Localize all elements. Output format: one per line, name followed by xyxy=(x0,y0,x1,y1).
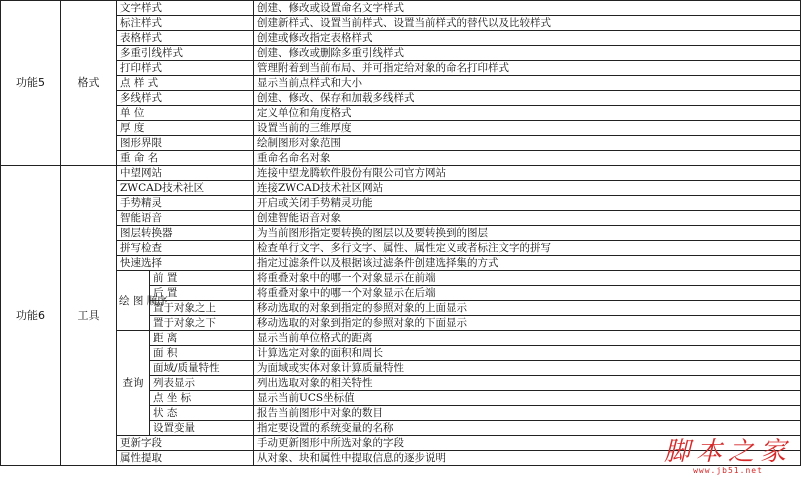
command-name: 表格样式 xyxy=(117,31,254,46)
command-name: 面 积 xyxy=(150,346,254,361)
table-row xyxy=(1,121,801,136)
command-name: 点 样 式 xyxy=(117,76,254,91)
command-name: 置于对象之下 xyxy=(150,316,254,331)
command-name: 打印样式 xyxy=(117,61,254,76)
command-name: 图层转换器 xyxy=(117,226,254,241)
command-name: 拼写检查 xyxy=(117,241,254,256)
command-name: 快速选择 xyxy=(117,256,254,271)
group-label-inquiry: 查询 xyxy=(117,331,150,436)
command-name: 智能语音 xyxy=(117,211,254,226)
command-description: 显示当前UCS坐标值 xyxy=(254,391,801,406)
command-description: 检查单行文字、多行文字、属性、属性定义或者标注文字的拼写 xyxy=(254,241,801,256)
table-row xyxy=(1,31,801,46)
command-description: 创建新样式、设置当前样式、设置当前样式的替代以及比较样式 xyxy=(254,16,801,31)
table-row xyxy=(1,256,801,271)
table-row xyxy=(1,76,801,91)
command-name: 多线样式 xyxy=(117,91,254,106)
command-description: 移动选取的对象到指定的参照对象的上面显示 xyxy=(254,301,801,316)
command-description: 将重叠对象中的哪一个对象显示在前端 xyxy=(254,271,801,286)
function-category: 工具 xyxy=(61,166,117,466)
table-row xyxy=(1,46,801,61)
table-row xyxy=(1,226,801,241)
command-name: 设置变量 xyxy=(150,421,254,436)
command-name: 状 态 xyxy=(150,406,254,421)
command-description: 将重叠对象中的哪一个对象显示在后端 xyxy=(254,286,801,301)
command-description: 开启或关闭手势精灵功能 xyxy=(254,196,801,211)
table-row xyxy=(1,211,801,226)
watermark-logo: 脚本之家 xyxy=(663,437,792,467)
command-description: 指定过滤条件以及根据该过滤条件创建选择集的方式 xyxy=(254,256,801,271)
table-row xyxy=(1,151,801,166)
table-row xyxy=(1,331,801,346)
table-row xyxy=(1,136,801,151)
command-description: 指定要设置的系统变量的名称 xyxy=(254,421,801,436)
command-name: 更新字段 xyxy=(117,436,254,451)
command-description: 从对象、块和属性中提取信息的逐步说明 xyxy=(254,451,801,466)
command-description: 创建、修改、保存和加载多线样式 xyxy=(254,91,801,106)
command-description: 报告当前图形中对象的数目 xyxy=(254,406,801,421)
command-name: 后 置 xyxy=(150,286,254,301)
command-name: 前 置 xyxy=(150,271,254,286)
table-row xyxy=(1,181,801,196)
command-description: 设置当前的三维厚度 xyxy=(254,121,801,136)
command-description: 定义单位和角度格式 xyxy=(254,106,801,121)
table-row xyxy=(1,16,801,31)
watermark-url: www.jb51.net xyxy=(693,466,763,475)
command-name: 手势精灵 xyxy=(117,196,254,211)
command-name: 置于对象之上 xyxy=(150,301,254,316)
command-description: 绘制图形对象范围 xyxy=(254,136,801,151)
command-description: 连接中望龙腾软件股份有限公司官方网站 xyxy=(254,166,801,181)
command-description: 创建、修改或设置命名文字样式 xyxy=(254,1,801,16)
command-name: 中望网站 xyxy=(117,166,254,181)
table-row xyxy=(1,241,801,256)
command-description: 移动选取的对象到指定的参照对象的下面显示 xyxy=(254,316,801,331)
table-row xyxy=(1,271,801,286)
table-row xyxy=(1,106,801,121)
command-name: ZWCAD技术社区 xyxy=(117,181,254,196)
command-description: 创建或修改指定表格样式 xyxy=(254,31,801,46)
command-description: 为当前图形指定要转换的图层以及要转换到的图层 xyxy=(254,226,801,241)
function-category: 格式 xyxy=(61,1,117,166)
command-name: 多重引线样式 xyxy=(117,46,254,61)
command-name: 面域/质量特性 xyxy=(150,361,254,376)
table-row xyxy=(1,91,801,106)
command-name: 文字样式 xyxy=(117,1,254,16)
table-row xyxy=(1,1,801,16)
function-number: 功能5 xyxy=(1,1,61,166)
command-name: 单 位 xyxy=(117,106,254,121)
command-description: 列出选取对象的相关特性 xyxy=(254,376,801,391)
command-name: 列表显示 xyxy=(150,376,254,391)
command-description: 重命名命名对象 xyxy=(254,151,801,166)
command-description: 计算选定对象的面积和周长 xyxy=(254,346,801,361)
command-name: 属性提取 xyxy=(117,451,254,466)
table-row xyxy=(1,166,801,181)
table-row xyxy=(1,436,801,451)
command-description: 显示当前点样式和大小 xyxy=(254,76,801,91)
function-table-body xyxy=(1,1,801,466)
command-description: 显示当前单位格式的距离 xyxy=(254,331,801,346)
command-name: 点 坐 标 xyxy=(150,391,254,406)
command-name: 厚 度 xyxy=(117,121,254,136)
table-row xyxy=(1,451,801,466)
command-name: 距 离 xyxy=(150,331,254,346)
command-description: 为面域或实体对象计算质量特性 xyxy=(254,361,801,376)
command-description: 创建、修改或删除多重引线样式 xyxy=(254,46,801,61)
command-description: 手动更新图形中所选对象的字段 xyxy=(254,436,801,451)
group-label-draworder: 绘 图 顺序 xyxy=(117,271,150,331)
function-number: 功能6 xyxy=(1,166,61,466)
table-row xyxy=(1,196,801,211)
command-description: 连接ZWCAD技术社区网站 xyxy=(254,181,801,196)
command-description: 管理附着到当前布局、并可指定给对象的命名打印样式 xyxy=(254,61,801,76)
command-description: 创建智能语音对象 xyxy=(254,211,801,226)
table-row xyxy=(1,61,801,76)
command-name: 重 命 名 xyxy=(117,151,254,166)
command-name: 图形界限 xyxy=(117,136,254,151)
command-name: 标注样式 xyxy=(117,16,254,31)
